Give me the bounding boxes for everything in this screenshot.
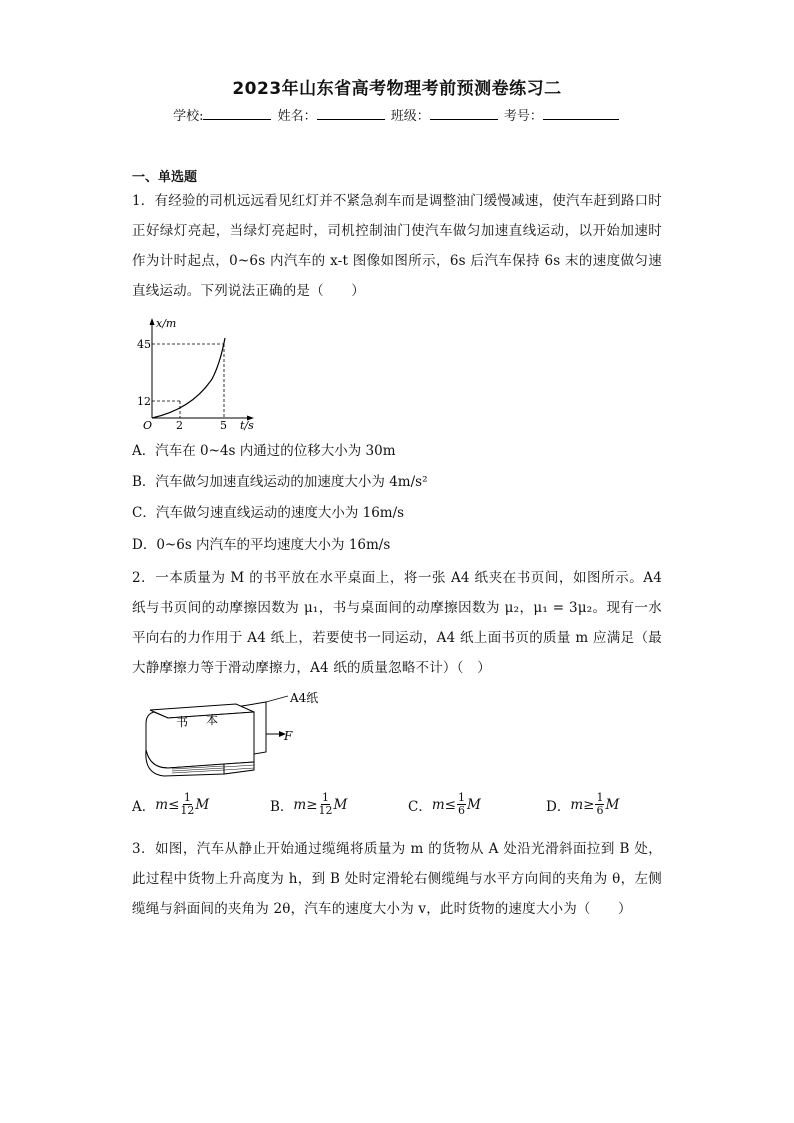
q2-option-d-rel: ≥ [583,796,595,813]
q2-option-c-num: 1 [457,791,465,804]
q2-option-d[interactable] [546,792,619,817]
q1-option-b[interactable]: B．汽车做匀加速直线运动的加速度大小为 4m/s² [132,474,428,490]
q2-option-b-rel: ≥ [306,796,318,813]
class-field[interactable] [430,107,498,120]
q2-option-d-fraction [595,792,604,817]
q2-option-c-prefix: C． [408,798,432,815]
section-title: 一、单选题 [132,170,198,185]
q1-tick-12: 12 [137,395,151,408]
q2-option-a[interactable] [132,792,209,817]
exam-no-field[interactable] [543,107,619,120]
name-field[interactable] [317,107,385,120]
q2-a4-leader [266,696,288,702]
q2-book-text-2: 本 [206,713,219,727]
q1-xt-curve [152,338,225,418]
q2-option-b-den: 12 [318,804,333,817]
q2-option-b-suffix: M [333,796,348,813]
page-title: 2023年山东省高考物理考前预测卷练习二 [232,79,562,99]
q2-option-a-fraction [180,792,194,817]
q2-options [132,792,662,826]
q1-option-d[interactable]: D．0~6s 内汽车的平均速度大小为 16m/s [132,537,391,553]
q1-tick-45: 45 [137,338,151,351]
name-label: 姓名： [277,109,317,124]
q2-option-a-num: 1 [183,791,191,804]
q2-option-d-prefix: D． [546,798,571,815]
q2-option-d-suffix: M [605,796,620,813]
q2-book-figure [132,690,332,782]
q2-option-a-var: m [155,796,169,813]
q2-option-d-var: m [570,796,584,813]
q2-option-d-num: 1 [596,791,604,804]
q2-option-b-prefix: B． [270,798,294,815]
class-label: 班级： [390,109,430,124]
q2-option-b[interactable] [270,792,347,817]
q2-option-c[interactable] [408,792,481,817]
q1-tick-5: 5 [220,419,227,432]
q2-option-c-fraction [457,792,466,817]
q2-book-bottom-right [224,762,254,774]
student-info-line [0,105,794,124]
q2-stem: 2．一本质量为 M 的书平放在水平桌面上，将一张 A4 纸夹在书页间，如图所示。A4 纸与书页间的动摩擦因数为 μ₁，书与桌面间的动摩擦因数为 μ₂，μ₁ = 3μ₂。现有一水平向右的力作用于 A4 纸上，若要使书一同运动，A4 纸上面书页的质量 m 应满足（最大静摩擦力等于滑动摩擦力，A4 纸的质量忽略不计）（ ） [132,570,662,676]
q2-option-a-rel: ≤ [168,796,180,813]
q2-option-a-den: 12 [180,804,195,817]
exam-no-label: 考号： [503,109,543,124]
q2-a4-label: A4纸 [290,691,319,705]
q1-tick-2: 2 [176,419,183,432]
q1-stem: 1．有经验的司机远远看见红灯并不紧急刹车而是调整油门缓慢减速，使汽车赶到路口时正好绿灯亮起，当绿灯亮起时，司机控制油门使汽车做匀加速直线运动，以开始加速时作为计时起点，0~6s 内汽车的 x-t 图像如图所示，6s 后汽车保持 6s 末的速度做匀速直线运动。下列说法正确的是（ ） [132,193,662,299]
q2-force-label: F [284,729,293,743]
q2-option-b-fraction [319,792,333,817]
q2-option-c-den: 6 [457,804,465,817]
q3-stem: 3．如图，汽车从静止开始通过缆绳将质量为 m 的货物从 A 处沿光滑斜面拉到 B 处，此过程中货物上升高度为 h，到 B 处时定滑轮右侧缆绳与水平方向间的夹角为 θ，左侧缆绳与斜面间的夹角为 2θ，汽车的速度大小为 v，此时货物的速度大小为（ ） [132,841,662,917]
q1-origin-label: O [143,419,153,432]
school-label: 学校: [173,109,204,124]
q2-option-c-rel: ≤ [444,796,456,813]
q2-book-text-1: 书 [176,715,189,729]
q1-y-arrow [150,318,155,325]
q2-option-b-var: m [293,796,307,813]
q2-option-a-suffix: M [195,796,210,813]
q2-option-b-num: 1 [322,791,330,804]
q2-book-cover [146,712,254,768]
q2-option-a-prefix: A． [132,798,156,815]
q1-y-axis-label: x/m [156,317,177,330]
q1-option-c[interactable]: C．汽车做匀速直线运动的速度大小为 16m/s [132,505,405,521]
q1-x-axis-label: t/s [240,419,254,432]
q1-option-a[interactable]: A．汽车在 0~4s 内通过的位移大小为 30m [132,443,396,459]
q2-option-d-den: 6 [596,804,604,817]
q1-xt-graph [132,314,272,432]
q2-option-c-suffix: M [466,796,481,813]
q2-option-c-var: m [431,796,445,813]
school-field[interactable] [203,107,271,120]
